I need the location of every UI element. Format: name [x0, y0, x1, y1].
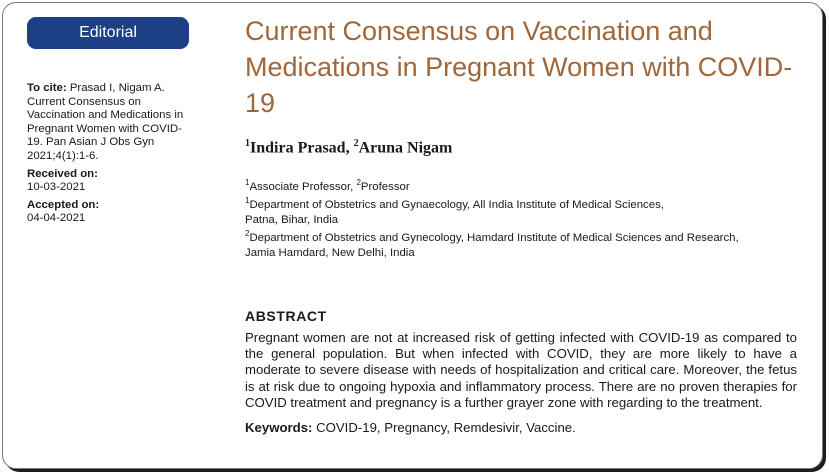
dept-1-sup: 1 — [245, 196, 250, 205]
dept-2-sup: 2 — [245, 229, 250, 238]
received-date: 10-03-2021 — [27, 181, 86, 194]
role-1-text: Associate Professor, — [249, 180, 357, 193]
cite-text: Prasad I, Nigam A. Current Consensus on Vaccination and Medications in Pregnant Women with COVID-19. Pan Asian J Obs Gyn 2021;4(1):1-6. — [27, 82, 184, 162]
role-2-sup: 2 — [356, 178, 361, 187]
accepted-block — [27, 199, 192, 226]
citation-block — [27, 82, 192, 164]
keywords-line — [245, 420, 797, 436]
author-list — [245, 138, 452, 157]
author-2-name: Aruna Nigam — [358, 139, 453, 157]
article-info-sidebar — [27, 82, 192, 230]
affiliation-dept-2 — [245, 226, 805, 261]
keywords-label: Keywords: — [245, 420, 313, 435]
article-title: Current Consensus on Vaccination and Medications in Pregnant Women with COVID-19 — [245, 16, 793, 118]
accepted-label: Accepted on: — [27, 198, 100, 211]
accepted-date: 04-04-2021 — [27, 212, 86, 225]
role-2-text: Professor — [360, 180, 410, 193]
abstract-heading: ABSTRACT — [245, 308, 327, 324]
dept-2-text: Department of Obstetrics and Gynecology, Hamdard Institute of Medical Sciences and Research, — [249, 231, 739, 244]
received-block — [27, 168, 192, 195]
author-1-name: Indira Prasad, — [250, 139, 350, 157]
abstract-text: Pregnant women are not at increased risk of getting infected with COVID-19 as compared to the general population. But when infected with COVID, they are more likely to have a moderate to severe disease with needs of hospitalization and critical care. Moreover, the fetus is at risk due to ongoing hypoxia and inflammatory process. There are no proven therapies for COVID treatment and pregnancy is a further grayer zone with regarding to the treatment. — [245, 330, 797, 410]
affiliation-dept-1 — [245, 193, 805, 228]
affiliation-roles — [245, 175, 805, 195]
dept-1-text: Department of Obstetrics and Gynaecology, All India Institute of Medical Sciences, — [249, 198, 664, 211]
author-1-sup: 1 — [245, 138, 250, 149]
role-1-sup: 1 — [245, 178, 250, 187]
editorial-badge: Editorial — [27, 17, 189, 49]
dept-1-location: Patna, Bihar, India — [245, 213, 339, 226]
author-2-sup: 2 — [353, 138, 359, 149]
cite-label: To cite: — [27, 82, 67, 94]
dept-2-location: Jamia Hamdard, New Delhi, India — [245, 246, 415, 259]
received-label: Received on: — [27, 167, 98, 180]
keywords-text: COVID-19, Pregnancy, Remdesivir, Vaccine. — [316, 420, 576, 435]
